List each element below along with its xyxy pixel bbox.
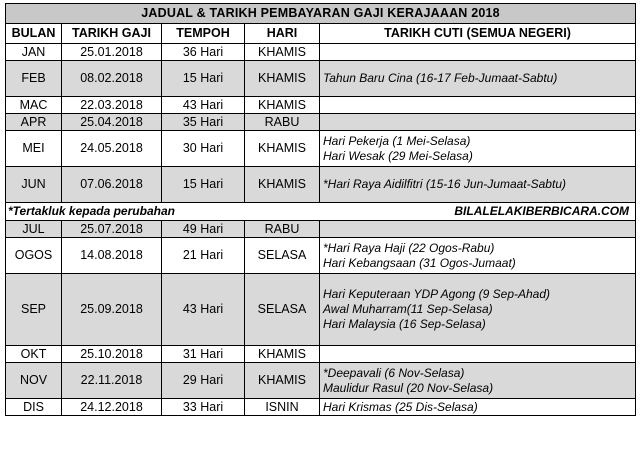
holiday-entry: Hari Wesak (29 Mei-Selasa) [323,148,473,163]
cell-tempoh: 21 Hari [162,238,245,274]
table-row [6,97,636,114]
holiday-entry: Tahun Baru Cina (16-17 Feb-Jumaat-Sabtu) [323,71,558,85]
holiday-entry: *Hari Raya Haji (22 Ogos-Rabu) [323,240,495,255]
table-row [6,167,636,203]
cell-tarikh-cuti [320,238,636,274]
cell-tarikh-gaji: 25.04.2018 [62,114,162,131]
holiday-entry: *Deepavali (6 Nov-Selasa) [323,365,465,380]
header-tempoh: TEMPOH [162,24,245,44]
cell-tarikh-cuti [320,167,636,203]
header-tarikh-cuti: TARIKH CUTI (SEMUA NEGERI) [320,24,636,44]
cell-hari: KHAMIS [245,167,320,203]
holiday-entry: Maulidur Rasul (20 Nov-Selasa) [323,380,494,395]
holiday-entry: Hari Krismas (25 Dis-Selasa) [323,399,478,414]
table-row [6,399,636,416]
table-row [6,61,636,97]
cell-tarikh-gaji: 24.12.2018 [62,399,162,416]
cell-tarikh-cuti [320,61,636,97]
cell-hari: SELASA [245,274,320,346]
cell-tempoh: 43 Hari [162,274,245,346]
cell-hari: RABU [245,221,320,238]
rows-first-half [6,44,636,203]
cell-bulan: OKT [6,346,62,363]
cell-tarikh-gaji: 22.11.2018 [62,363,162,399]
cell-tarikh-cuti [320,44,636,61]
cell-tarikh-gaji: 08.02.2018 [62,61,162,97]
table-row [6,221,636,238]
cell-bulan: DIS [6,399,62,416]
disclaimer-note: *Tertakluk kepada perubahan [8,204,175,218]
cell-tarikh-cuti [320,114,636,131]
cell-tarikh-gaji: 22.03.2018 [62,97,162,114]
table-row [6,363,636,399]
cell-bulan: APR [6,114,62,131]
cell-tarikh-cuti [320,221,636,238]
cell-tempoh: 43 Hari [162,97,245,114]
source-site: BILALELAKIBERBICARA.COM [454,204,630,218]
cell-bulan: NOV [6,363,62,399]
table-row [6,238,636,274]
separator-row [6,203,636,221]
cell-hari: SELASA [245,238,320,274]
cell-tempoh: 33 Hari [162,399,245,416]
rows-second-half [6,221,636,416]
salary-table [5,3,636,416]
cell-tarikh-gaji: 25.10.2018 [62,346,162,363]
cell-bulan: MAC [6,97,62,114]
cell-tarikh-cuti [320,274,636,346]
table-row [6,114,636,131]
cell-tempoh: 15 Hari [162,61,245,97]
cell-hari: KHAMIS [245,97,320,114]
cell-hari: ISNIN [245,399,320,416]
holiday-entry: Hari Pekerja (1 Mei-Selasa) [323,133,471,148]
header-bulan: BULAN [6,24,62,44]
cell-tempoh: 30 Hari [162,131,245,167]
cell-bulan: JUL [6,221,62,238]
cell-tarikh-gaji: 25.07.2018 [62,221,162,238]
cell-tempoh: 15 Hari [162,167,245,203]
cell-tarikh-cuti [320,97,636,114]
holiday-entry: Hari Kebangsaan (31 Ogos-Jumaat) [323,255,516,270]
salary-schedule [5,3,635,416]
header-tarikh-gaji: TARIKH GAJI [62,24,162,44]
cell-tempoh: 36 Hari [162,44,245,61]
table-row [6,44,636,61]
cell-tarikh-cuti [320,363,636,399]
cell-tempoh: 35 Hari [162,114,245,131]
holiday-entry: Hari Keputeraan YDP Agong (9 Sep-Ahad) [323,287,551,301]
cell-tarikh-cuti [320,346,636,363]
cell-tarikh-gaji: 25.01.2018 [62,44,162,61]
table-row [6,346,636,363]
cell-hari: KHAMIS [245,131,320,167]
cell-bulan: JUN [6,167,62,203]
holiday-entry: Awal Muharram(11 Sep-Selasa) [323,302,493,316]
cell-bulan: SEP [6,274,62,346]
table-row [6,274,636,346]
holiday-entry: *Hari Raya Aidilfitri (15-16 Jun-Jumaat-Sabtu) [323,177,566,191]
cell-tarikh-gaji: 07.06.2018 [62,167,162,203]
cell-hari: KHAMIS [245,346,320,363]
cell-tarikh-cuti [320,399,636,416]
cell-tempoh: 31 Hari [162,346,245,363]
cell-bulan: MEI [6,131,62,167]
cell-tarikh-gaji: 24.05.2018 [62,131,162,167]
holiday-entry: Hari Malaysia (16 Sep-Selasa) [323,317,486,331]
cell-bulan: OGOS [6,238,62,274]
cell-tarikh-cuti [320,131,636,167]
cell-hari: KHAMIS [245,44,320,61]
cell-hari: RABU [245,114,320,131]
cell-hari: KHAMIS [245,363,320,399]
table-row [6,131,636,167]
cell-tarikh-gaji: 25.09.2018 [62,274,162,346]
cell-tarikh-gaji: 14.08.2018 [62,238,162,274]
cell-bulan: FEB [6,61,62,97]
cell-hari: KHAMIS [245,61,320,97]
cell-tempoh: 49 Hari [162,221,245,238]
cell-bulan: JAN [6,44,62,61]
table-title: JADUAL & TARIKH PEMBAYARAN GAJI KERAJAAAN 2018 [6,4,636,24]
cell-tempoh: 29 Hari [162,363,245,399]
header-hari: HARI [245,24,320,44]
